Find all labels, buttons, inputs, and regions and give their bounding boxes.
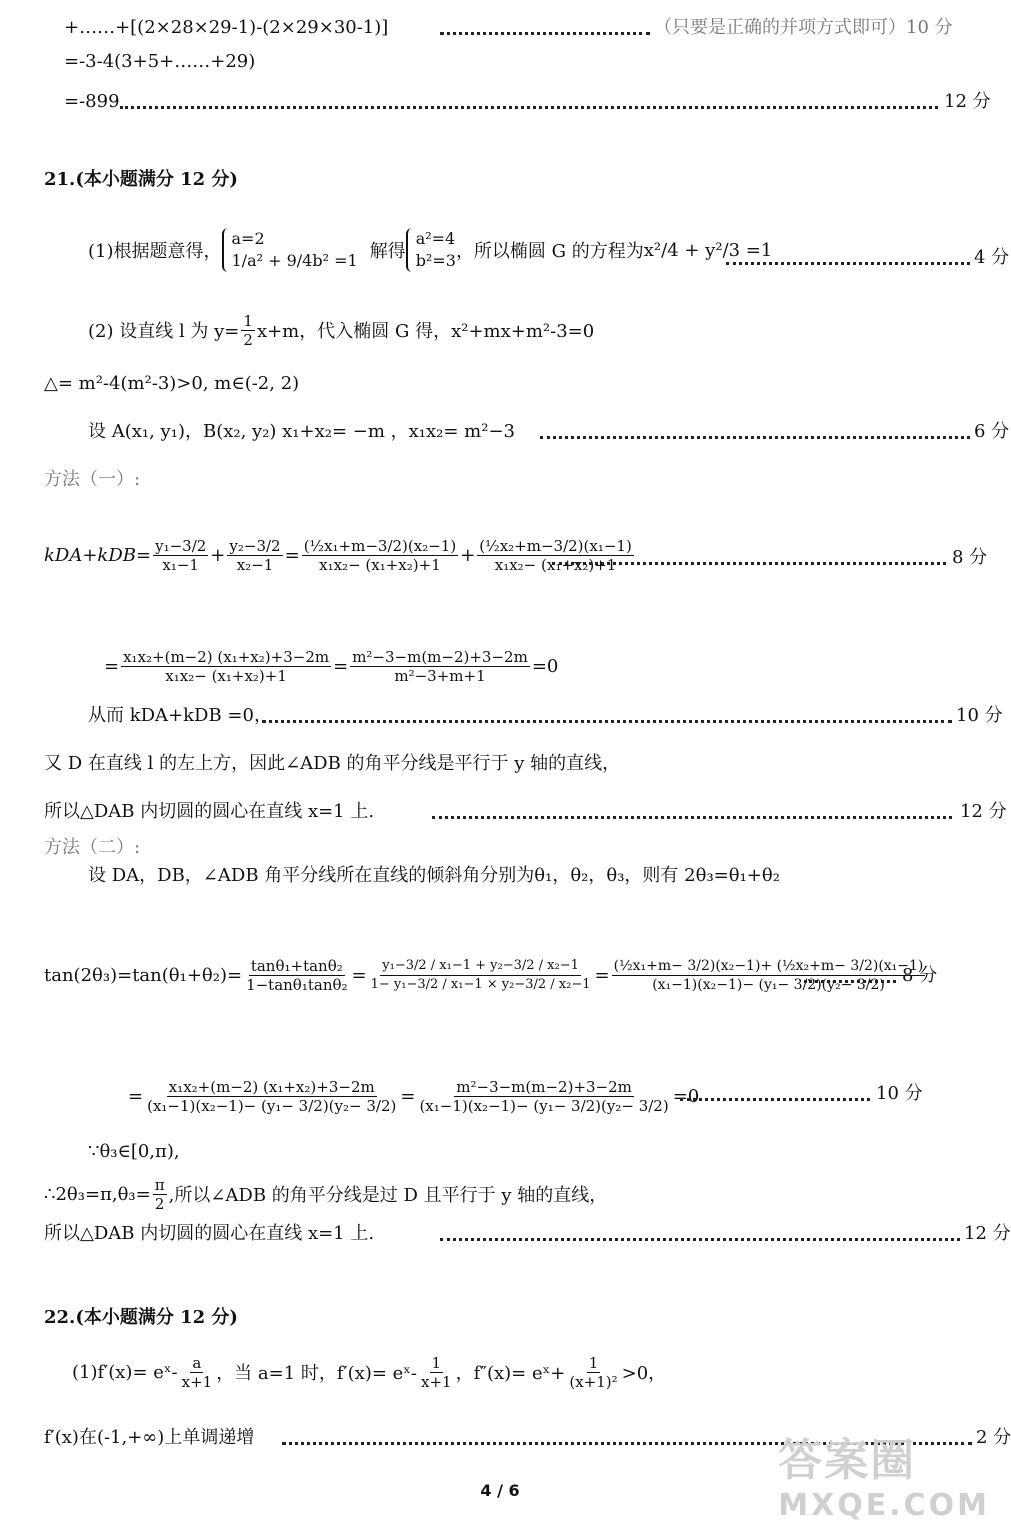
q22-line-2: f′(x)在(-1,+∞)上单调递增	[44, 1427, 255, 1448]
p2-rest: x+m，代入椭圆 G 得，x²+mx+m²-3=0	[256, 321, 595, 342]
method-2-line-2: ∵θ₃∈[0,π),	[88, 1141, 180, 1162]
denominator: (x₁−1)(x₂−1)− (y₁− 3/2)(y₂− 3/2)	[419, 1096, 669, 1115]
score: 2 分	[976, 1427, 1011, 1448]
fraction	[477, 537, 634, 574]
watermark-top: 答案圈	[778, 1435, 917, 1486]
numerator: tanθ₁+tanθ₂	[250, 956, 343, 975]
method-1-eq-1: kDA+kDB = $\frac{\text{y₁−3/2}}{\text{x₁−1}}$ + $\frac{\text{y₂−3/2}}{\text{x₂−1}}$ = $\frac{\text{(½x₁+m−3/2)(x₂−1)}}{\text{x₁x₂− (x₁+x₂)+1}}$ + $\frac{\text{(½x₂+m−3/2)(x₁−1)}}{\text{x₁x₂− (x₁+x₂)+1}}$	[44, 536, 632, 574]
denominator: 1− y₁−3/2 / x₁−1 × y₂−3/2 / x₂−1	[370, 976, 591, 992]
fraction	[153, 1176, 167, 1213]
leader-dots	[804, 980, 896, 983]
method-2-line-3	[44, 1172, 607, 1216]
leader-dots	[440, 1238, 960, 1241]
system-1	[222, 228, 358, 272]
numerator: y₁−3/2 / x₁−1 + y₂−3/2 / x₂−1	[380, 957, 581, 976]
method-2-title: 方法（二）:	[44, 837, 141, 858]
top-line-2: =-3-4(3+5+……+29)	[64, 51, 256, 72]
score: 6 分	[974, 421, 1010, 442]
q21-part2	[88, 306, 594, 354]
fraction	[180, 1354, 215, 1391]
numerator: π	[154, 1175, 165, 1194]
method-2-eq-2: = $\frac{\text{x₁x₂+(m−2) (x₁+x₂)+3−2m}}{\text{(x₁−1)(x₂−1)− (y₁− 3/2)(y₂− 3/2)}}$ = $\frac{\text{m²−3−m(m−2)+3−2m}}{\text{(x₁−1)(x₂−1)− (y₁− 3/2)(y₂− 3/2)}}$ =0	[128, 1077, 700, 1115]
fraction	[302, 537, 459, 574]
numerator: x₁x₂+(m−2) (x₁+x₂)+3−2m	[168, 1077, 375, 1096]
leader-dots	[120, 106, 938, 109]
fraction	[121, 648, 331, 685]
lhs: tan(2θ₃)=tan(θ₁+θ₂)=	[44, 964, 243, 986]
leader-dots	[726, 262, 970, 265]
denominator: x₁x₂− (x₁+x₂)+1	[494, 555, 617, 574]
text: ,所以∠ADB 的角平分线是过 D 且平行于 y 轴的直线，	[168, 1185, 608, 1206]
fraction	[145, 1078, 398, 1115]
p1-prefix: (1)根据题意得，	[88, 241, 222, 262]
system-2-row: a²=4	[415, 229, 456, 248]
fraction	[419, 1354, 454, 1391]
fraction	[417, 1078, 670, 1115]
system-2-row: b²=3	[415, 251, 456, 270]
numerator: 1	[431, 1353, 442, 1372]
denominator: x₁x₂− (x₁+x₂)+1	[165, 666, 287, 685]
system-1-row: a=2	[231, 229, 265, 248]
numerator: (½x₁+m−3/2)(x₂−1)	[303, 536, 457, 555]
page-number: 4 / 6	[480, 1481, 520, 1500]
score: 8 分	[902, 965, 938, 986]
text: ∴2θ₃=π,θ₃=	[44, 1183, 151, 1205]
text: >0，	[621, 1363, 667, 1384]
lhs: kDA+kDB	[44, 544, 136, 566]
text: ，当 a=1 时，f′(x)= eˣ-	[216, 1363, 418, 1384]
denominator: (x₁−1)(x₂−1)− (y₁− 3/2)(y₂− 3/2)	[147, 1096, 397, 1115]
fraction	[369, 957, 593, 994]
method-1-title: 方法（一）:	[44, 469, 141, 490]
text: ，f″(x)= eˣ+	[455, 1363, 566, 1384]
denominator: x₁x₂− (x₁+x₂)+1	[319, 555, 441, 574]
numerator: y₂−3/2	[229, 536, 281, 555]
numerator: (½x₁+m− 3/2)(x₂−1)+ (½x₂+m− 3/2)(x₁−1)	[613, 957, 924, 974]
numerator: a	[192, 1353, 202, 1372]
denominator: x₂−1	[236, 555, 274, 574]
q22-line-1	[72, 1346, 666, 1398]
fraction	[612, 957, 926, 994]
leader-dots	[262, 720, 952, 723]
numerator: 1	[243, 311, 253, 330]
denominator: 1−tanθ₁tanθ₂	[246, 975, 348, 994]
denominator: (x₁−1)(x₂−1)− (y₁− 3/2)(y₂− 3/2)	[652, 976, 885, 993]
leader-dots	[680, 1098, 870, 1101]
denominator: m²−3+m+1	[394, 666, 486, 685]
leader-dots	[440, 32, 650, 35]
numerator: 1	[588, 1353, 599, 1372]
set-ab-line: 设 A(x₁, y₁)，B(x₂, y₂) x₁+x₂= −m ，x₁x₂= m²−3	[88, 421, 515, 442]
numerator: y₁−3/2	[155, 536, 207, 555]
top-line-3: =-899	[64, 91, 120, 112]
fraction	[241, 312, 255, 349]
score: 12 分	[960, 801, 1007, 822]
numerator: x₁x₂+(m−2) (x₁+x₂)+3−2m	[123, 647, 330, 666]
question-21-heading: 21.(本小题满分 12 分)	[44, 169, 238, 190]
score: 10 分	[876, 1083, 923, 1104]
numerator: (½x₂+m−3/2)(x₁−1)	[479, 536, 632, 555]
score-note: （只要是正确的并项方式即可）10 分	[654, 17, 953, 38]
score: 10 分	[956, 705, 1003, 726]
ellipse-equation: x²/4 + y²/3 =1	[643, 239, 773, 261]
p2-text: (2) 设直线 l 为 y=	[88, 321, 240, 342]
leader-dots	[432, 816, 952, 819]
denominator: x+1	[181, 1372, 213, 1391]
numerator: m²−3−m(m−2)+3−2m	[352, 647, 528, 666]
method-2-eq-1: tan(2θ₃)=tan(θ₁+θ₂)= $\frac{\text{tanθ₁+tanθ₂}}{\text{1−tanθ₁tanθ₂}}$ = $\frac{\text{y₁−3/2 / x₁−1 + y₂−3/2 / x₂−1}}{\text{1− y₁−3/2 / x₁−1 × y₂−3/2 / x₂−1}}$ = $\frac{\text{(½x₁+m− 3/2)(x₂−1)+ (½x₂+m− 3/2)(x₁−1)}}{\text{(x₁−1)(x₂−1)− (y₁− 3/2)(y₂− 3/2)}}$	[44, 956, 924, 994]
method-1-conclusion: 从而 kDA+kDB =0，	[88, 705, 272, 726]
denominator: 2	[243, 330, 253, 349]
fraction	[227, 537, 282, 574]
equals-zero: =0	[672, 1085, 700, 1107]
method-1-line-2: 所以△DAB 内切圆的圆心在直线 x=1 上.	[44, 801, 375, 822]
score: 4 分	[974, 247, 1010, 268]
fraction	[567, 1354, 619, 1391]
score: 8 分	[952, 547, 988, 568]
delta-line: △= m²-4(m²-3)>0, m∈(-2, 2)	[44, 373, 300, 394]
fraction	[244, 957, 349, 994]
denominator: x₁−1	[162, 555, 199, 574]
q21-part1	[88, 210, 772, 290]
p1-suffix: ，所以椭圆 G 的方程为	[455, 241, 644, 262]
leader-dots	[552, 562, 946, 565]
method-2-line-4: 所以△DAB 内切圆的圆心在直线 x=1 上.	[44, 1223, 375, 1244]
fraction	[153, 537, 208, 574]
denominator: 2	[154, 1194, 165, 1213]
top-line-1: +……+[(2×28×29-1)-(2×29×30-1)]	[64, 17, 389, 38]
system-2	[406, 228, 456, 272]
fraction	[350, 648, 530, 685]
numerator: m²−3−m(m−2)+3−2m	[456, 1077, 632, 1096]
method-2-line-1: 设 DA，DB，∠ADB 角平分线所在直线的倾斜角分别为θ₁，θ₂，θ₃，则有 2θ₃=θ₁+θ₂	[88, 865, 780, 886]
method-1-line-1: 又 D 在直线 l 的左上方，因此∠ADB 的角平分线是平行于 y 轴的直线，	[44, 753, 621, 774]
leader-dots	[540, 436, 970, 439]
score: 12 分	[944, 91, 991, 112]
watermark-logo	[778, 1424, 990, 1523]
system-1-row: 1/a² + 9/4b² =1	[231, 251, 358, 270]
question-22-heading: 22.(本小题满分 12 分)	[44, 1307, 238, 1328]
text: (1)f′(x)= eˣ-	[72, 1361, 178, 1383]
watermark-bottom: MXQE.COM	[778, 1488, 990, 1523]
denominator: (x+1)²	[569, 1372, 618, 1391]
score: 12 分	[964, 1223, 1011, 1244]
denominator: x+1	[421, 1372, 452, 1391]
method-1-eq-2: = $\frac{\text{x₁x₂+(m−2) (x₁+x₂)+3−2m}}{\text{x₁x₂− (x₁+x₂)+1}}$ = $\frac{\text{m²−3−m(m−2)+3−2m}}{\text{m²−3+m+1}}$ =0	[104, 647, 559, 685]
p1-mid: 解得	[369, 241, 406, 262]
equals-zero: =0	[531, 655, 559, 677]
